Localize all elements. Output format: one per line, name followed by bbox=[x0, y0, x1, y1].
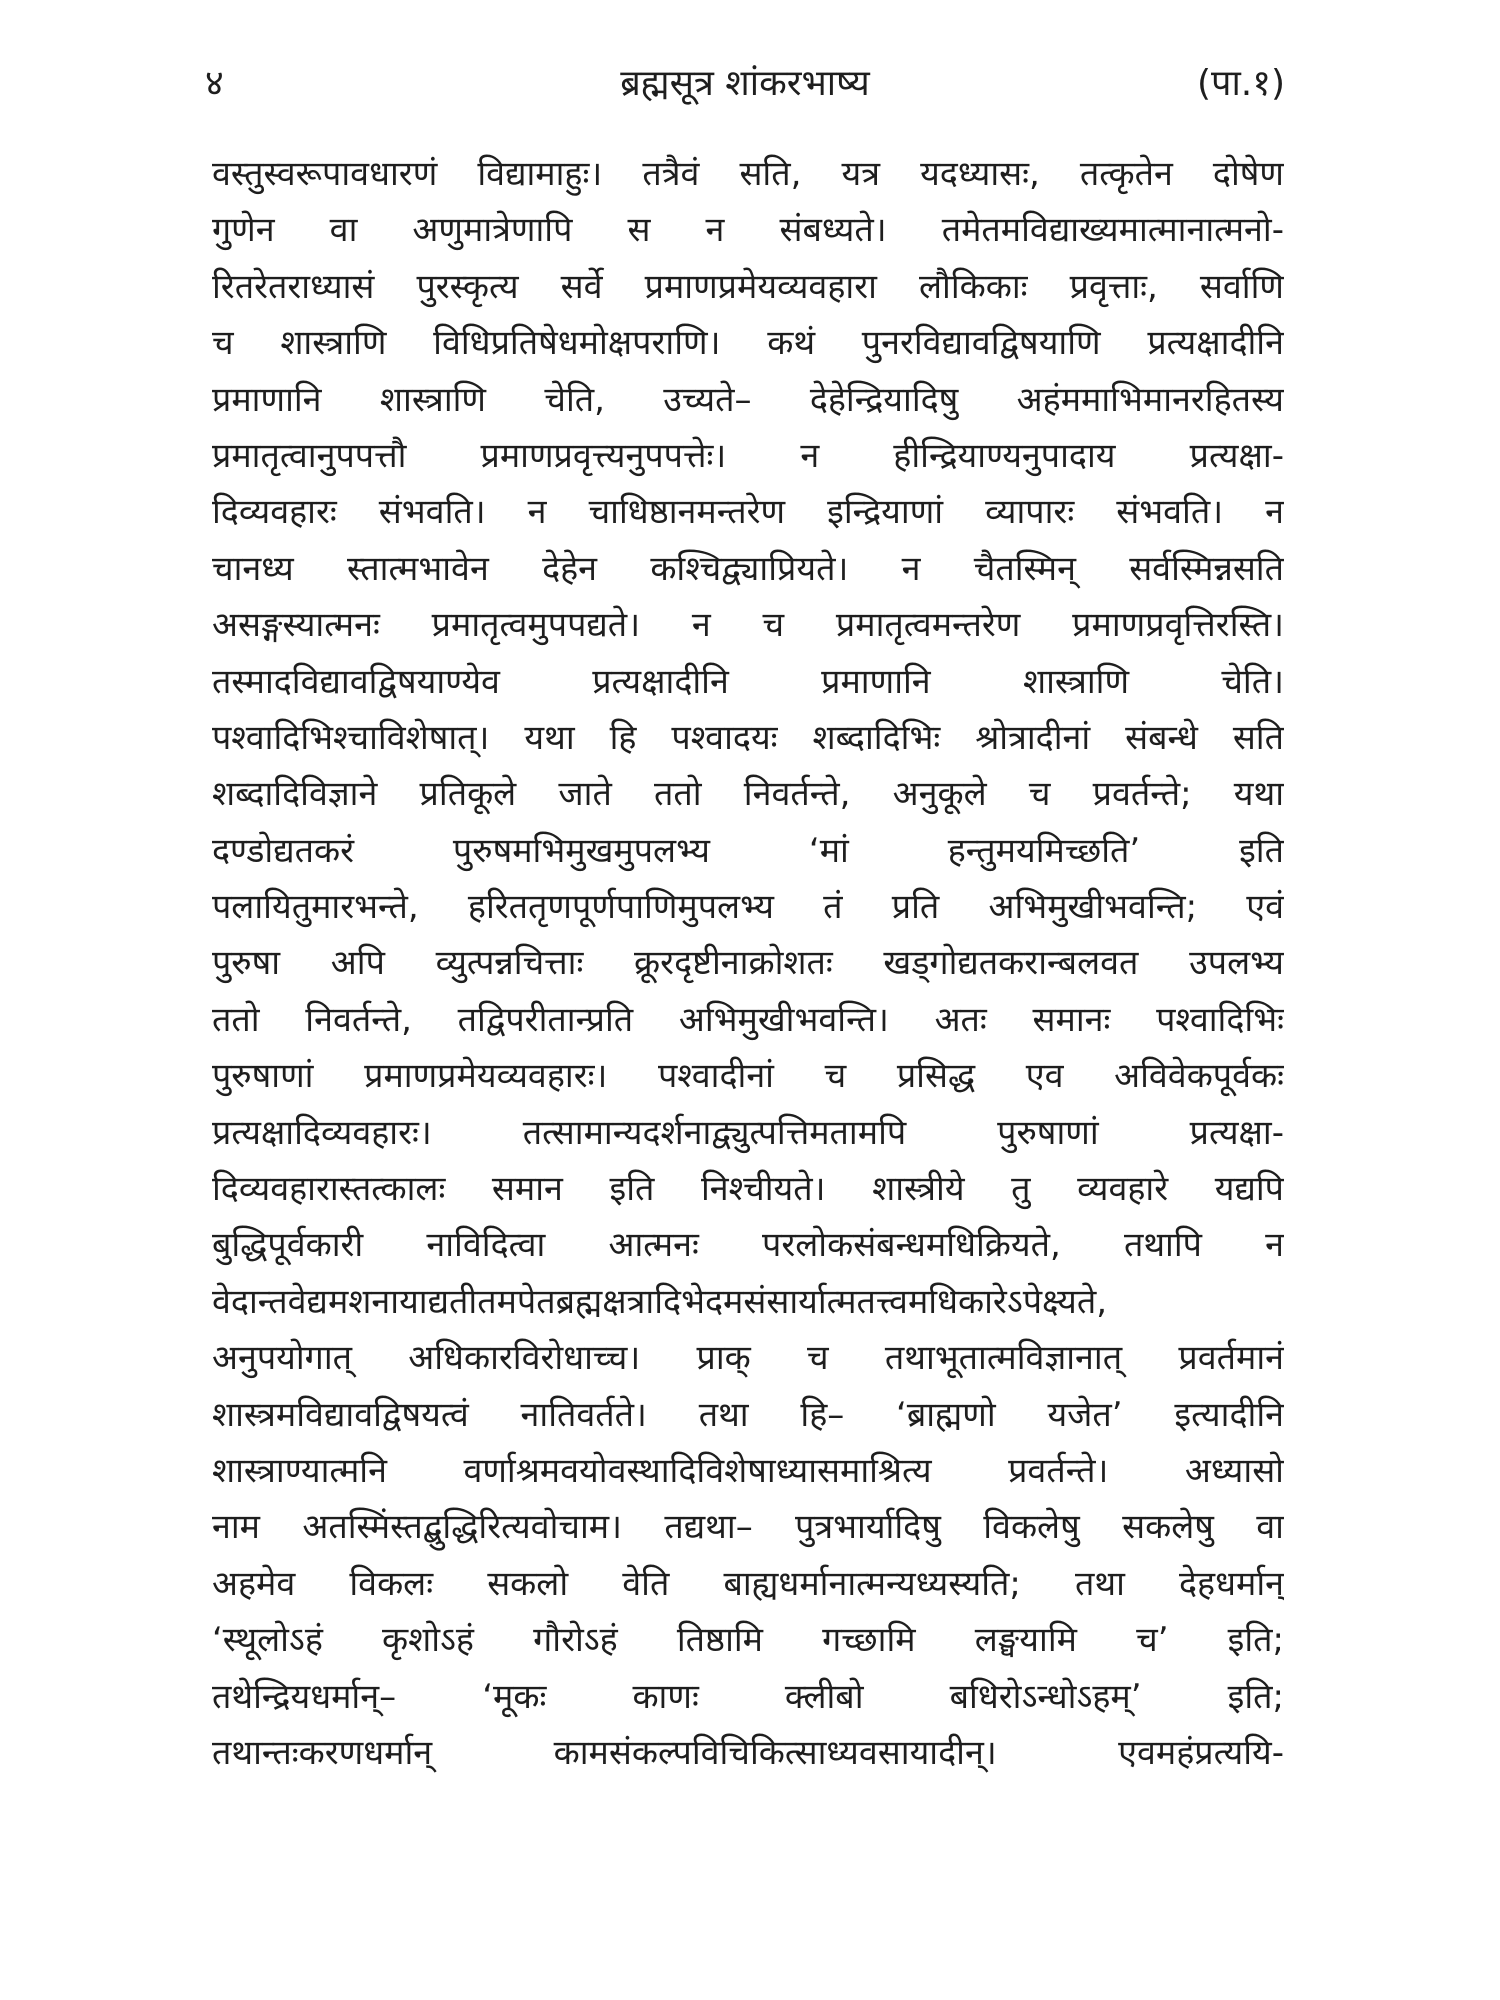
text-line: दिव्यवहारास्तत्कालः समान इति निश्चीयते। शास्त्रीये तु व्यवहारे यद्यपि bbox=[212, 1169, 1284, 1210]
page-number: ४ bbox=[205, 63, 224, 104]
text-line: तथेन्द्रियधर्मान्– ‘मूकः काणः क्लीबो बधिरोऽन्धोऽहम्’ इति; bbox=[212, 1676, 1284, 1717]
page-header bbox=[205, 56, 1285, 112]
text-line: वस्तुस्वरूपावधारणं विद्यामाहुः। तत्रैवं सति, यत्र यदध्यासः, तत्कृतेन दोषेण bbox=[212, 154, 1284, 194]
text-line: बुद्धिपूर्वकारी नाविदित्वा आत्मनः परलोकसंबन्धमधिक्रियते, तथापि न bbox=[212, 1225, 1284, 1266]
body-text bbox=[212, 146, 1284, 1781]
text-line: च शास्त्राणि विधिप्रतिषेधमोक्षपराणि। कथं पुनरविद्यावद्विषयाणि प्रत्यक्षादीनि bbox=[212, 323, 1284, 364]
text-line: रितरेतराध्यासं पुरस्कृत्य सर्वे प्रमाणप्रमेयव्यवहारा लौकिकाः प्रवृत्ताः, सर्वाणि bbox=[212, 266, 1284, 307]
text-line: पलायितुमारभन्ते, हरिततृणपूर्णपाणिमुपलभ्य तं प्रति अभिमुखीभवन्ति; एवं bbox=[212, 887, 1284, 928]
text-line: पुरुषा अपि व्युत्पन्नचित्ताः क्रूरदृष्टीनाक्रोशतः खड्गोद्यतकरान्बलवत उपलभ्य bbox=[212, 943, 1284, 984]
text-line: ततो निवर्तन्ते, तद्विपरीतान्प्रति अभिमुखीभवन्ति। अतः समानः पश्वादिभिः bbox=[212, 999, 1284, 1040]
text-line: दिव्यवहारः संभवति। न चाधिष्ठानमन्तरेण इन्द्रियाणां व्यापारः संभवति। न bbox=[212, 492, 1284, 533]
text-line: प्रमातृत्वानुपपत्तौ प्रमाणप्रवृत्त्यनुपपत्तेः। न हीन्द्रियाण्यनुपादाय प्रत्यक्षा- bbox=[212, 435, 1284, 476]
text-line: असङ्गस्यात्मनः प्रमातृत्वमुपपद्यते। न च प्रमातृत्वमन्तरेण प्रमाणप्रवृत्तिरस्ति। bbox=[212, 605, 1284, 646]
text-line: पश्वादिभिश्चाविशेषात्। यथा हि पश्वादयः शब्दादिभिः श्रोत्रादीनां संबन्धे सति bbox=[212, 717, 1284, 758]
text-line: प्रत्यक्षादिव्यवहारः। तत्सामान्यदर्शनाद्व्युत्पत्तिमतामपि पुरुषाणां प्रत्यक्षा- bbox=[212, 1112, 1284, 1153]
text-line: अनुपयोगात् अधिकारविरोधाच्च। प्राक् च तथाभूतात्मविज्ञानात् प्रवर्तमानं bbox=[212, 1338, 1284, 1379]
text-line: शास्त्राण्यात्मनि वर्णाश्रमवयोवस्थादिविशेषाध्यासमाश्रित्य प्रवर्तन्ते। अध्यासो bbox=[212, 1450, 1284, 1491]
text-line: वेदान्तवेद्यमशनायाद्यतीतमपेतब्रह्मक्षत्रादिभेदमसंसार्यात्मतत्त्वमधिकारेऽपेक्ष्यते, bbox=[212, 1281, 1108, 1322]
text-line: पुरुषाणां प्रमाणप्रमेयव्यवहारः। पश्वादीनां च प्रसिद्ध एव अविवेकपूर्वकः bbox=[212, 1056, 1284, 1097]
section-reference: (पा.१) bbox=[1196, 63, 1285, 104]
text-line: शास्त्रमविद्यावद्विषयत्वं नातिवर्तते। तथा हि– ‘ब्राह्मणो यजेत’ इत्यादीनि bbox=[212, 1394, 1284, 1435]
text-line: शब्दादिविज्ञाने प्रतिकूले जाते ततो निवर्तन्ते, अनुकूले च प्रवर्तन्ते; यथा bbox=[212, 774, 1284, 815]
text-line: तस्मादविद्यावद्विषयाण्येव प्रत्यक्षादीनि प्रमाणानि शास्त्राणि चेति। bbox=[212, 661, 1284, 702]
text-line: गुणेन वा अणुमात्रेणापि स न संबध्यते। तमेतमविद्याख्यमात्मानात्मनो- bbox=[212, 210, 1284, 251]
text-line: ‘स्थूलोऽहं कृशोऽहं गौरोऽहं तिष्ठामि गच्छामि लङ्घयामि च’ इति; bbox=[212, 1620, 1284, 1661]
running-title: ब्रह्मसूत्र शांकरभाष्य bbox=[620, 63, 870, 104]
text-line: अहमेव विकलः सकलो वेति बाह्यधर्मानात्मन्यध्यस्यति; तथा देहधर्मान् bbox=[212, 1563, 1284, 1604]
text-line: प्रमाणानि शास्त्राणि चेति, उच्यते– देहेन्द्रियादिषु अहंममाभिमानरहितस्य bbox=[212, 379, 1284, 420]
text-line: दण्डोद्यतकरं पुरुषमभिमुखमुपलभ्य ‘मां हन्तुमयमिच्छति’ इति bbox=[212, 830, 1284, 871]
text-line: चानध्य स्तात्मभावेन देहेन कश्चिद्व्याप्रियते। न चैतस्मिन् सर्वस्मिन्नसति bbox=[212, 548, 1284, 589]
text-line: तथान्तःकरणधर्मान् कामसंकल्पविचिकित्साध्यवसायादीन्। एवमहंप्रत्ययि- bbox=[212, 1732, 1284, 1773]
text-line: नाम अतस्मिंस्तद्बुद्धिरित्यवोचाम। तद्यथा– पुत्रभार्यादिषु विकलेषु सकलेषु वा bbox=[212, 1507, 1284, 1548]
